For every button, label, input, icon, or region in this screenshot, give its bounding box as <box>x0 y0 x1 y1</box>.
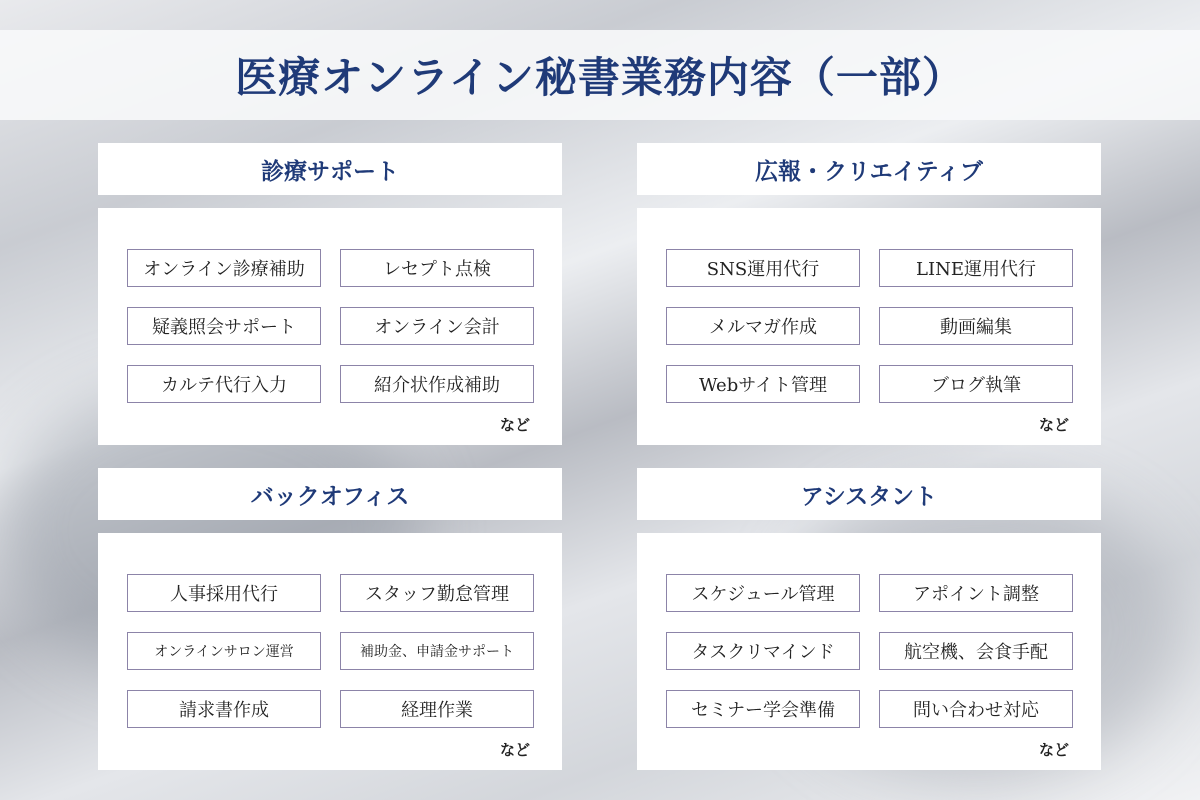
panel-body <box>637 533 1101 770</box>
etc-label: など <box>1038 416 1069 434</box>
etc-label: など <box>499 741 530 759</box>
etc-label: など <box>1038 741 1069 759</box>
service-item: ブログ執筆 <box>879 365 1073 403</box>
service-item: オンラインサロン運営 <box>127 632 321 670</box>
service-item: メルマガ作成 <box>666 307 860 345</box>
service-item: 補助金、申請金サポート <box>340 632 534 670</box>
service-item: 人事採用代行 <box>127 574 321 612</box>
service-item: 経理作業 <box>340 690 534 728</box>
service-item: 請求書作成 <box>127 690 321 728</box>
service-item: 疑義照会サポート <box>127 307 321 345</box>
panel-heading: アシスタント <box>637 468 1101 520</box>
title-band <box>0 30 1200 120</box>
service-item: アポイント調整 <box>879 574 1073 612</box>
service-item: 航空機、会食手配 <box>879 632 1073 670</box>
service-item: 問い合わせ対応 <box>879 690 1073 728</box>
service-item: LINE運用代行 <box>879 249 1073 287</box>
panel-body <box>98 208 562 445</box>
panel-body <box>98 533 562 770</box>
service-item: スケジュール管理 <box>666 574 860 612</box>
etc-label: など <box>499 416 530 434</box>
panel-body <box>637 208 1101 445</box>
service-item: レセプト点検 <box>340 249 534 287</box>
service-item: Webサイト管理 <box>666 365 860 403</box>
service-item: オンライン会計 <box>340 307 534 345</box>
service-item: セミナー学会準備 <box>666 690 860 728</box>
service-item: オンライン診療補助 <box>127 249 321 287</box>
page-title: 医療オンライン秘書業務内容（一部） <box>235 53 965 102</box>
panel-heading: 広報・クリエイティブ <box>637 143 1101 195</box>
service-item: 動画編集 <box>879 307 1073 345</box>
service-item: 紹介状作成補助 <box>340 365 534 403</box>
service-item: カルテ代行入力 <box>127 365 321 403</box>
service-item: スタッフ勤怠管理 <box>340 574 534 612</box>
panel-heading: バックオフィス <box>98 468 562 520</box>
panel-heading: 診療サポート <box>98 143 562 195</box>
service-item: SNS運用代行 <box>666 249 860 287</box>
service-item: タスクリマインド <box>666 632 860 670</box>
